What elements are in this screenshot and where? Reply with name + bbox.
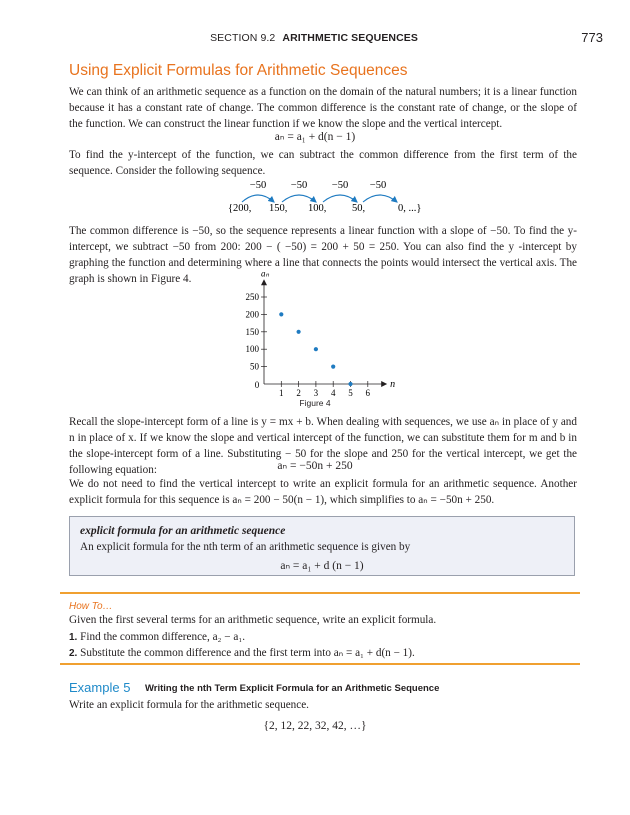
difference-label: −50 (331, 180, 349, 191)
data-point (279, 312, 283, 316)
paragraph-slope: The common difference is −50, so the sequence represents a linear function with a slope of −50. To find the y-intercept, we subtract −50 from 200: 200 − ( −50) = 200 + 50 = 250. You can also find the y -intercept by graphing the function and determining where a line that connects the points would intersect the vertical axis. The graph is shown in Figure 4. (69, 225, 577, 285)
x-axis-arrow (381, 381, 387, 387)
y-tick-label: 200 (245, 309, 259, 320)
x-tick-label: 2 (296, 388, 301, 398)
figure-4-chart (230, 268, 410, 414)
definition-formula: aₙ = a₁ + d (n − 1) (280, 560, 364, 572)
x-tick-label: 3 (313, 388, 319, 398)
example-prompt: Write an explicit formula for the arithmetic sequence. (69, 699, 309, 711)
figure-caption: Figure 4 (299, 398, 331, 408)
howto-bottom-rule (60, 663, 580, 665)
example-label: Example 5 (69, 680, 131, 695)
sequence-diagram (180, 176, 450, 216)
example-title: Writing the nth Term Explicit Formula for an Arithmetic Sequence (145, 683, 440, 694)
y-tick-label: 250 (245, 292, 259, 302)
x-tick-label: 4 (330, 388, 336, 398)
sequence-term: 50, (352, 203, 366, 214)
sequence-term: 0, ...} (398, 203, 422, 214)
x-tick-label: 1 (279, 388, 284, 398)
y-tick-label: 150 (245, 326, 259, 337)
running-header (0, 30, 630, 50)
x-tick-label: 6 (365, 388, 371, 398)
paragraph-intro: We can think of an arithmetic sequence as a function on the domain of the natural numbers; it is a linear function because it has a constant rate of change. The common difference is the constant rate of change, or the slope of the function. We can construct the linear function if we know the slope and the vertical intercept. (69, 86, 577, 130)
page-number: 773 (581, 30, 603, 45)
paragraph-slope-intercept: Recall the slope-intercept form of a line is y = mx + b. When dealing with sequences, we use aₙ in place of y and n in place of x. If we know the slope and vertical intercept of the function, we can substitute them for m and b in the slope-intercept form of a line. Substituting − 50 for the slope and 250 for the vertical intercept, we get the following equation: (69, 416, 577, 476)
formula-general: aₙ = a₁ + d(n − 1) (274, 131, 356, 143)
origin-label: 0 (254, 380, 260, 390)
howto-label: How To… (69, 601, 113, 612)
paragraph-alternative: We do not need to find the vertical intercept to write an explicit formula for an arithmetic sequence. Another explicit formula for this sequence is aₙ = 200 − 50(n − 1), which simplifies to aₙ = −50n + 250. (69, 478, 577, 506)
paragraph-y-intercept: To find the y-intercept of the function, we can subtract the common difference from the first term of the sequence. Consider the following sequence. (69, 149, 577, 177)
example-sequence: {2, 12, 22, 32, 42, …} (263, 720, 367, 732)
data-point (314, 347, 318, 351)
definition-box (69, 516, 575, 576)
difference-label: −50 (369, 180, 387, 191)
y-tick-label: 50 (250, 361, 259, 372)
difference-arrow (242, 195, 274, 202)
data-point (297, 330, 301, 334)
difference-label: −50 (249, 180, 267, 191)
difference-arrow (323, 195, 357, 202)
x-axis-label: n (390, 379, 396, 390)
sequence-term: {200, (228, 203, 252, 214)
data-point (331, 365, 335, 369)
y-axis-label: aₙ (261, 268, 270, 279)
sequence-term: 150, (269, 203, 288, 214)
difference-arrow (363, 195, 397, 202)
definition-text: An explicit formula for the nth term of an arithmetic sequence is given by (80, 541, 411, 553)
howto-intro: Given the first several terms for an arithmetic sequence, write an explicit formula. (69, 614, 437, 626)
formula-explicit: aₙ = −50n + 250 (277, 460, 353, 472)
difference-label: −50 (290, 180, 308, 191)
howto-step-2: 2. Substitute the common difference and the first term into aₙ = a₁ + d(n − 1). (69, 647, 415, 659)
howto-top-rule (60, 592, 580, 594)
x-tick-label: 5 (348, 388, 353, 398)
section-label: SECTION 9.2 ARITHMETIC SEQUENCES (210, 32, 418, 44)
definition-title: explicit formula for an arithmetic sequence (80, 525, 286, 537)
y-tick-label: 100 (245, 344, 259, 355)
howto-step-1: 1. Find the common difference, a₂ − a₁. (69, 631, 246, 643)
y-axis-arrow (261, 279, 267, 285)
data-point (348, 382, 352, 386)
section-heading: Using Explicit Formulas for Arithmetic Sequences (69, 62, 408, 79)
sequence-term: 100, (308, 203, 327, 214)
difference-arrow (282, 195, 316, 202)
